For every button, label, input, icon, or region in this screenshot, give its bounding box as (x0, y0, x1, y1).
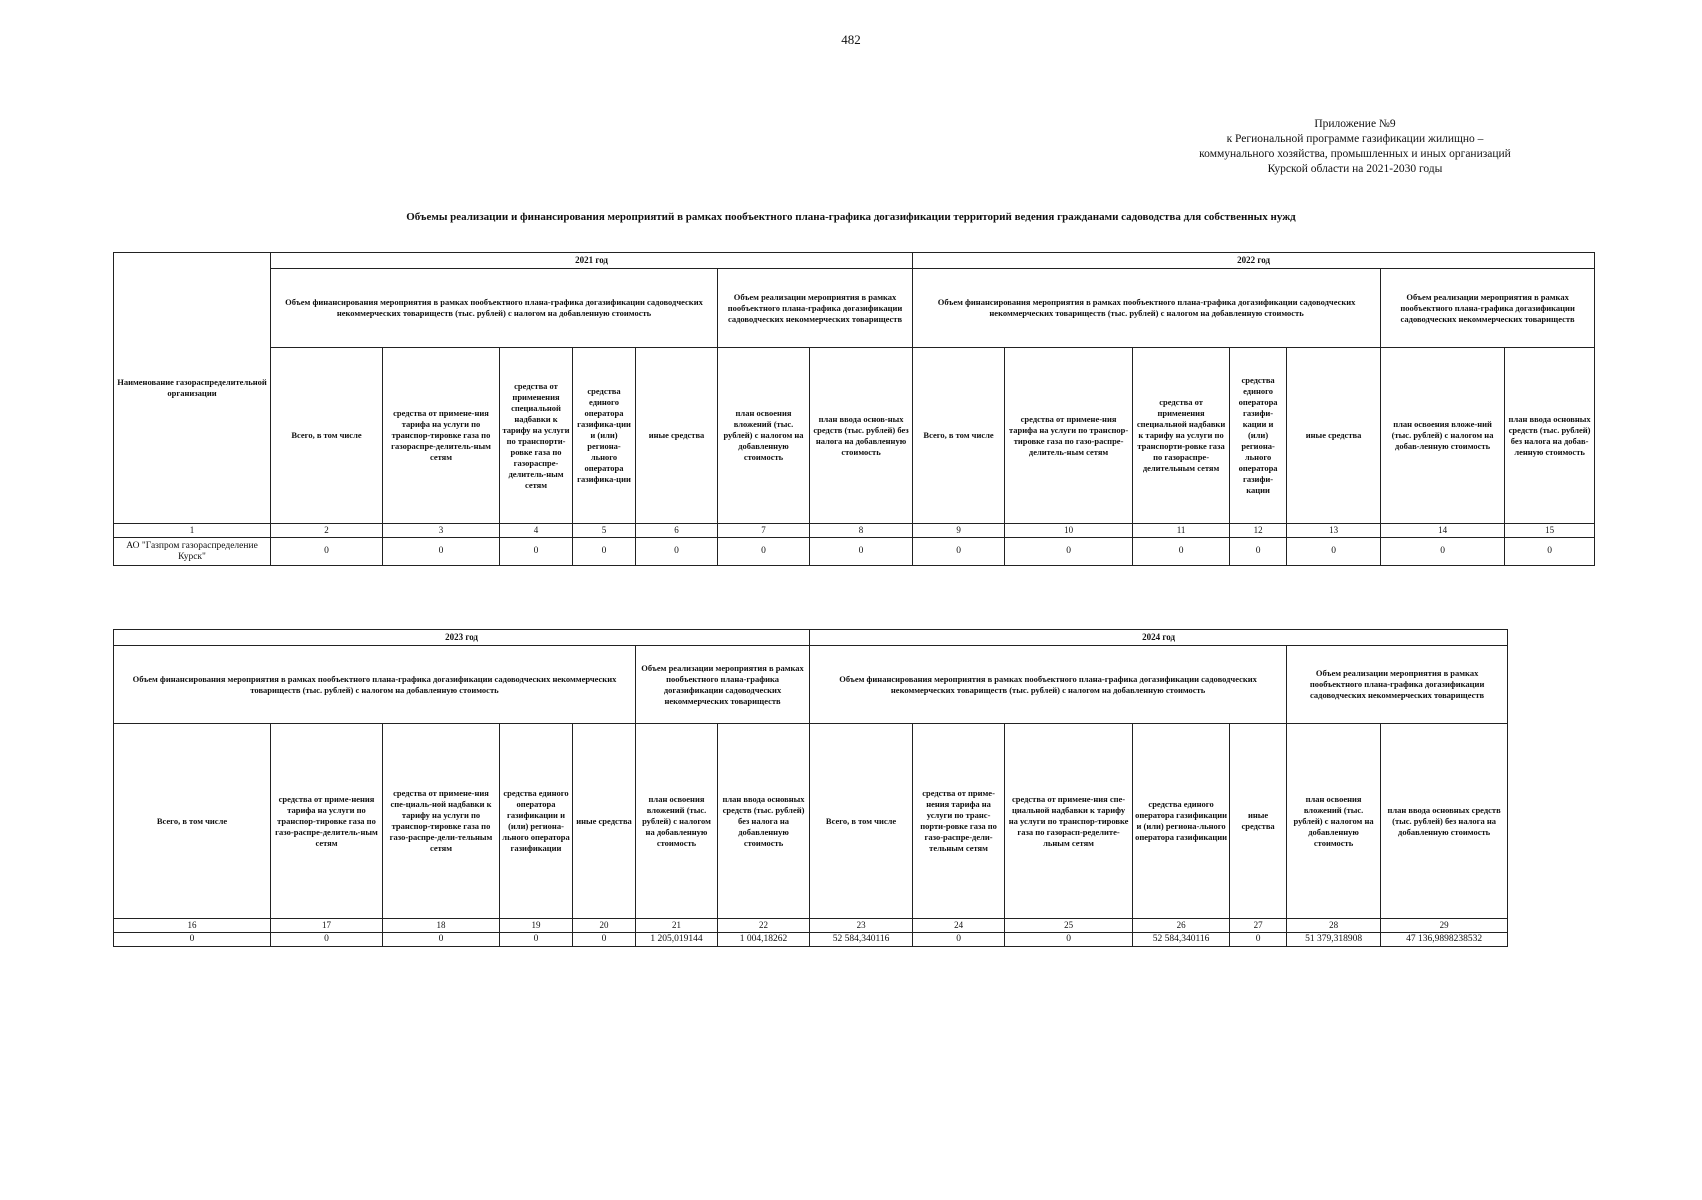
col-number: 18 (383, 919, 500, 933)
col-number: 22 (718, 919, 810, 933)
col-header: Всего, в том числе (913, 348, 1005, 524)
col-header: иные средства (1230, 724, 1287, 919)
col-number: 12 (1230, 524, 1287, 538)
appendix-line-4: Курской области на 2021-2030 годы (1267, 163, 1443, 175)
col-number: 16 (114, 919, 271, 933)
col-number: 8 (810, 524, 913, 538)
table-cell: 0 (383, 933, 500, 947)
col-header: средства единого оператора газифика-ции и (или) региона-льного оператора газифика-ции (573, 348, 636, 524)
col-header: средства от приме-нения тарифа на услуги по транспор-тировке газа по газо-распре-делитель-ным сетям (271, 724, 383, 919)
appendix-line-1: Приложение №9 (1314, 118, 1396, 130)
table-cell: 0 (383, 538, 500, 566)
impl-header-2022: Объем реализации мероприятия в рамках пообъектного плана-графика догазификации садоводческих некоммерческих товариществ (1381, 269, 1595, 348)
col-number: 11 (1133, 524, 1230, 538)
table-cell: 0 (1133, 538, 1230, 566)
col-header: план ввода основных средств (тыс. рублей) без налога на добав-ленную стоимость (1505, 348, 1595, 524)
org-header: Наименование газораспределительной организации (114, 253, 271, 524)
appendix-line-3: коммунального хозяйства, промышленных и иных организаций (1199, 148, 1511, 160)
col-header: иные средства (636, 348, 718, 524)
table-2021-2022 (113, 252, 1595, 566)
col-number: 7 (718, 524, 810, 538)
col-header: план освоения вложений (тыс. рублей) с налогом на добавленную стоимость (1287, 724, 1381, 919)
col-header: средства от применения специальной надбавки к тарифу на услуги по транспорти-ровке газа по газораспре-делитель-ным сетям (500, 348, 573, 524)
col-header: средства от примене-ния тарифа на услуги по транспор-тировке газа по газо-распре-делитель-ным сетям (1005, 348, 1133, 524)
column-numbers-row (114, 919, 1508, 933)
appendix-note (1125, 117, 1585, 177)
col-number: 19 (500, 919, 573, 933)
fin-header-2022: Объем финансирования мероприятия в рамках пообъектного плана-графика догазификации садоводческих некоммерческих товариществ (тыс. рублей) с налогом на добавленную стоимость (913, 269, 1381, 348)
col-number: 25 (1005, 919, 1133, 933)
table-cell: 0 (636, 538, 718, 566)
table-cell: 0 (913, 933, 1005, 947)
document-title: Объемы реализации и финансирования мероприятий в рамках пообъектного плана-графика догазификации территорий ведения гражданами садоводства для собственных нужд (406, 211, 1296, 223)
col-header: иные средства (1287, 348, 1381, 524)
column-numbers-row (114, 524, 1595, 538)
col-header: средства от приме-нения тарифа на услуги по транс-порти-ровке газа по газо-распре-дели-тельным сетям (913, 724, 1005, 919)
col-header: средства от примене-ния спе-циальной надбавки к тарифу на услуги по транспор-тировке газа по газорасп-ределите-льным сетям (1005, 724, 1133, 919)
org-name: АО "Газпром газораспределение Курск" (114, 538, 271, 566)
col-header: средства от примене-ния тарифа на услуги по транспор-тировке газа по газораспре-делитель-ным сетям (383, 348, 500, 524)
col-number: 6 (636, 524, 718, 538)
table-cell: 0 (573, 538, 636, 566)
table-cell: 47 136,9898238532 (1381, 933, 1508, 947)
col-header: средства единого оператора газифи-кации и (или) региона-льного оператора газифи-кации (1230, 348, 1287, 524)
col-header: Всего, в том числе (271, 348, 383, 524)
col-header: средства единого оператора газификации и (или) региона-льного оператора газификации (1133, 724, 1230, 919)
col-number: 15 (1505, 524, 1595, 538)
table-cell: 0 (500, 538, 573, 566)
table-cell: 1 004,18262 (718, 933, 810, 947)
table-cell: 0 (271, 933, 383, 947)
table-cell: 0 (1505, 538, 1595, 566)
fin-header-2021: Объем финансирования мероприятия в рамках пообъектного плана-графика догазификации садоводческих некоммерческих товариществ (тыс. рублей) с налогом на добавленную стоимость (271, 269, 718, 348)
table-cell: 0 (1230, 933, 1287, 947)
col-header: иные средства (573, 724, 636, 919)
col-number: 10 (1005, 524, 1133, 538)
col-number: 27 (1230, 919, 1287, 933)
table-row (114, 538, 1595, 566)
table-cell: 0 (1005, 538, 1133, 566)
page-number: 482 (841, 32, 861, 47)
table-cell: 0 (271, 538, 383, 566)
col-number: 21 (636, 919, 718, 933)
col-number: 23 (810, 919, 913, 933)
table-cell: 52 584,340116 (1133, 933, 1230, 947)
year-2021-header: 2021 год (271, 253, 913, 269)
impl-header-2023: Объем реализации мероприятия в рамках пообъектного плана-графика догазификации садоводческих некоммерческих товариществ (636, 646, 810, 724)
col-number: 28 (1287, 919, 1381, 933)
col-header: план ввода основ-ных средств (тыс. рублей) без налога на добавленную стоимость (810, 348, 913, 524)
table-cell: 52 584,340116 (810, 933, 913, 947)
col-header: средства единого оператора газификации и (или) региона-льного оператора газификации (500, 724, 573, 919)
col-header: Всего, в том числе (114, 724, 271, 919)
col-number: 4 (500, 524, 573, 538)
col-header: план освоения вложений (тыс. рублей) с налогом на добавленную стоимость (718, 348, 810, 524)
col-header: Всего, в том числе (810, 724, 913, 919)
col-number: 17 (271, 919, 383, 933)
year-2024-header: 2024 год (810, 630, 1508, 646)
table-cell: 0 (913, 538, 1005, 566)
col-number: 5 (573, 524, 636, 538)
table-cell: 0 (810, 538, 913, 566)
col-number: 26 (1133, 919, 1230, 933)
fin-header-2024: Объем финансирования мероприятия в рамках пообъектного плана-графика догазификации садоводческих некоммерческих товариществ (тыс. рублей) с налогом на добавленную стоимость (810, 646, 1287, 724)
col-number: 29 (1381, 919, 1508, 933)
col-header: план освоения вложений (тыс. рублей) с налогом на добавленную стоимость (636, 724, 718, 919)
table-cell: 1 205,019144 (636, 933, 718, 947)
table-cell: 0 (573, 933, 636, 947)
table-cell: 0 (1005, 933, 1133, 947)
col-number: 3 (383, 524, 500, 538)
col-number: 20 (573, 919, 636, 933)
year-2023-header: 2023 год (114, 630, 810, 646)
impl-header-2021: Объем реализации мероприятия в рамках пообъектного плана-графика догазификации садоводческих некоммерческих товариществ (718, 269, 913, 348)
col-number: 9 (913, 524, 1005, 538)
col-header: план ввода основных средств (тыс. рублей) без налога на добавленную стоимость (718, 724, 810, 919)
table-cell: 0 (114, 933, 271, 947)
table-cell: 0 (1381, 538, 1505, 566)
col-number: 24 (913, 919, 1005, 933)
table-cell: 0 (1230, 538, 1287, 566)
col-number: 1 (114, 524, 271, 538)
table-row (114, 933, 1508, 947)
table-cell: 0 (1287, 538, 1381, 566)
year-2022-header: 2022 год (913, 253, 1595, 269)
table-cell: 0 (500, 933, 573, 947)
table-cell: 51 379,318908 (1287, 933, 1381, 947)
fin-header-2023: Объем финансирования мероприятия в рамках пообъектного плана-графика догазификации садоводческих некоммерческих товариществ (тыс. рублей) с налогом на добавленную стоимость (114, 646, 636, 724)
col-header: средства от применения специальной надбавки к тарифу на услуги по транспорти-ровке газа по газораспре-делительным сетям (1133, 348, 1230, 524)
col-header: план освоения вложе-ний (тыс. рублей) с налогом на добав-ленную стоимость (1381, 348, 1505, 524)
col-number: 13 (1287, 524, 1381, 538)
col-number: 2 (271, 524, 383, 538)
table-2023-2024 (113, 629, 1508, 947)
table-cell: 0 (718, 538, 810, 566)
col-number: 14 (1381, 524, 1505, 538)
col-header: средства от примене-ния спе-циаль-ной надбавки к тарифу на услуги по транспор-тировке газа по газо-распре-дели-тельным сетям (383, 724, 500, 919)
appendix-line-2: к Региональной программе газификации жилищно – (1226, 133, 1484, 145)
impl-header-2024: Объем реализации мероприятия в рамках пообъектного плана-графика догазификации садоводческих некоммерческих товариществ (1287, 646, 1508, 724)
col-header: план ввода основных средств (тыс. рублей) без налога на добавленную стоимость (1381, 724, 1508, 919)
